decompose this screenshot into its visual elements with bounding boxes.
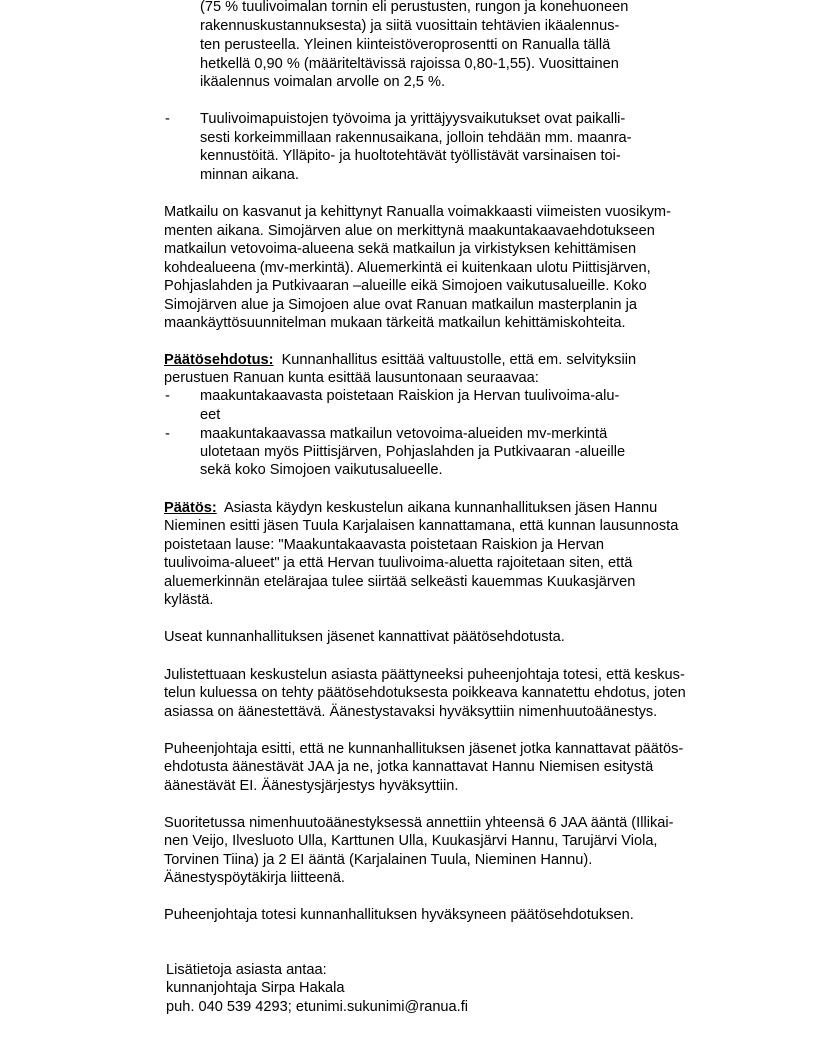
proposal-bullet-line: ulotetaan myös Piittisjärven, Pohjaslahden ja Putkivaaran -alueille xyxy=(200,444,626,460)
bullet-line: Tuulivoimapuistojen työvoima ja yrittäjyysvaikutukset ovat paikalli- xyxy=(200,111,626,127)
vote-result-line: Äänestyspöytäkirja liitteenä. xyxy=(164,870,345,886)
bullet-dash: - xyxy=(165,111,170,127)
tourism-line: Matkailu on kasvanut ja kehittynyt Ranualla voimakkaasti viimeisten vuosikym- xyxy=(164,204,671,220)
decision-first-line xyxy=(164,499,657,517)
proposal-first-line xyxy=(164,351,636,369)
decision-line: kylästä. xyxy=(164,592,214,608)
bullet-dash: - xyxy=(165,388,170,404)
contact-line: puh. 040 539 4293; etunimi.sukunimi@ranua.fi xyxy=(166,999,469,1015)
intro-line: hetkellä 0,90 % (määriteltävissä rajoissa 0,80-1,55). Vuosittainen xyxy=(200,56,619,72)
vote-declared-line: Julistettuaan keskustelun asiasta päättyneeksi puheenjohtaja totesi, että keskus- xyxy=(164,667,685,683)
tourism-line: menten aikana. Simojärven alue on merkittynä maakuntakaavaehdotukseen xyxy=(164,223,655,239)
decision-label: Päätös: xyxy=(164,500,217,516)
proposal-line: perustuen Ranuan kunta esittää lausuntonaan seuraavaa: xyxy=(164,370,539,386)
bullet-line: sesti korkeimmillaan rakennusaikana, jolloin tehdään mm. maanra- xyxy=(200,130,632,146)
support-line: Useat kunnanhallituksen jäsenet kannattivat päätösehdotusta. xyxy=(164,629,565,645)
vote-order-line: äänestävät EI. Äänestysjärjestys hyväksyttiin. xyxy=(164,778,459,794)
intro-line: (75 % tuulivoimalan tornin eli perustusten, rungon ja konehuoneen xyxy=(200,0,629,15)
decision-line: tuulivoima-alueet" ja että Hervan tuulivoima-aluetta rajoitetaan siten, että xyxy=(164,555,633,571)
decision-line: Nieminen esitti jäsen Tuula Karjalaisen kannattamana, että kunnan lausunnosta xyxy=(164,518,679,534)
proposal-bullet-line: eet xyxy=(200,407,221,423)
vote-declared-line: telun kuluessa on tehty päätösehdotuksesta poikkeava kannatettu ehdotus, joten xyxy=(164,685,686,701)
bullet-line: minnan aikana. xyxy=(200,167,299,183)
tourism-line: kohdealueena (mv-merkintä). Aluemerkintä ei kuitenkaan ulotu Piittisjärven, xyxy=(164,260,651,276)
proposal-bullet-line: sekä koko Simojoen vaikutusalueelle. xyxy=(200,462,443,478)
intro-line: ten perusteella. Yleinen kiinteistöveroprosentti on Ranualla tällä xyxy=(200,37,611,53)
tourism-line: maankäyttösuunnitelman mukaan tärkeitä matkailun kehittämiskohteita. xyxy=(164,315,626,331)
vote-order-line: ehdotusta äänestävät JAA ja ne, jotka kannattavat Hannu Niemisen esitystä xyxy=(164,759,654,775)
vote-declared-line: asiassa on äänestettävä. Äänestystavaksi hyväksyttiin nimenhuutoäänestys. xyxy=(164,704,658,720)
final-line: Puheenjohtaja totesi kunnanhallituksen hyväksyneen päätösehdotuksen. xyxy=(164,907,634,923)
intro-line: ikäalennus voimalan arvolle on 2,5 %. xyxy=(200,74,445,90)
decision-line: aluemerkinnän etelärajaa tulee siirtää selkeästi kauemmas Kuukasjärven xyxy=(164,574,636,590)
tourism-line: matkailun vetovoima-alueena sekä matkailun ja virkistyksen kehittämisen xyxy=(164,241,637,257)
tourism-line: Simojärven alue ja Simojoen alue ovat Ranuan matkailun masterplanin ja xyxy=(164,297,637,313)
tourism-line: Pohjaslahden ja Putkivaaran –alueille eikä Simojoen vaikutusalueille. Koko xyxy=(164,278,647,294)
vote-result-line: Suoritetussa nimenhuutoäänestyksessä annettiin yhteensä 6 JAA ääntä (Illikai- xyxy=(164,815,674,831)
contact-line: Lisätietoja asiasta antaa: xyxy=(166,962,327,978)
vote-result-line: nen Veijo, Ilvesluoto Ulla, Karttunen Ulla, Kuukasjärvi Hannu, Tarujärvi Viola, xyxy=(164,833,658,849)
proposal-intro: Kunnanhallitus esittää valtuustolle, että em. selvityksiin xyxy=(281,352,637,368)
contact-line: kunnanjohtaja Sirpa Hakala xyxy=(166,980,345,996)
proposal-bullet-line: maakuntakaavasta poistetaan Raiskion ja Hervan tuulivoima-alu- xyxy=(200,388,620,404)
vote-order-line: Puheenjohtaja esitti, että ne kunnanhallituksen jäsenet jotka kannattavat päätös- xyxy=(164,741,684,757)
proposal-label: Päätösehdotus: xyxy=(164,352,274,368)
intro-line: rakennuskustannuksesta) ja siitä vuosittain tehtävien ikäalennus- xyxy=(200,18,620,34)
decision-intro: Asiasta käydyn keskustelun aikana kunnanhallituksen jäsen Hannu xyxy=(224,500,658,516)
bullet-dash: - xyxy=(165,426,170,442)
vote-result-line: Torvinen Tiina) ja 2 EI ääntä (Karjalainen Tuula, Nieminen Hannu). xyxy=(164,852,593,868)
proposal-bullet-line: maakuntakaavassa matkailun vetovoima-alueiden mv-merkintä xyxy=(200,426,608,442)
bullet-line: kennustöitä. Ylläpito- ja huoltotehtävät työllistävät varsinaisen toi- xyxy=(200,148,621,164)
decision-line: poistetaan lause: "Maakuntakaavasta poistetaan Raiskion ja Hervan xyxy=(164,537,605,553)
